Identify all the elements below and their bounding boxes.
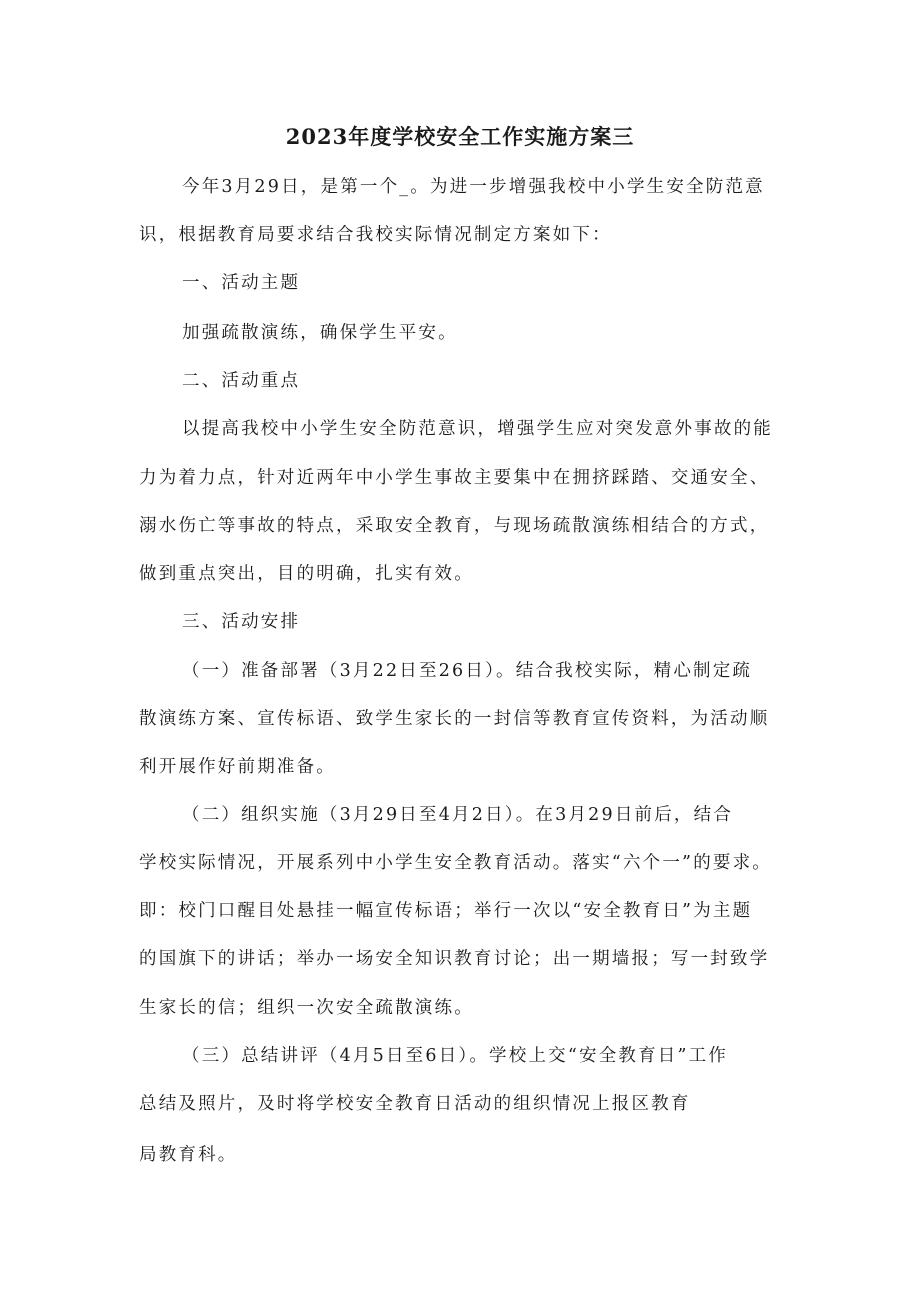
paragraph-intro-line-2: 识，根据教育局要求结合我校实际情况制定方案如下：: [139, 225, 612, 245]
section-heading-focus: 二、活动重点: [182, 371, 301, 391]
paragraph-intro-line-1: 今年3月29日，是第一个_。为进一步增强我校中小学生安全防范意: [182, 177, 765, 197]
paragraph-step2-line-4: 的国旗下的讲话；举办一场安全知识教育讨论；出一期墙报；写一封致学: [139, 949, 770, 969]
paragraph-focus-line-3: 溺水伤亡等事故的特点，采取安全教育，与现场疏散演练相结合的方式，: [139, 516, 770, 536]
document-title: 2023年度学校安全工作实施方案三: [285, 124, 635, 149]
paragraph-step1-line-1: （一）准备部署（3月22日至26日）。结合我校实际，精心制定疏: [182, 661, 753, 681]
paragraph-theme: 加强疏散演练，确保学生平安。: [182, 323, 458, 343]
paragraph-focus-line-2: 力为着力点，针对近两年中小学生事故主要集中在拥挤踩踏、交通安全、: [139, 468, 770, 488]
paragraph-step3-line-2: 总结及照片，及时将学校安全教育日活动的组织情况上报区教育: [139, 1094, 691, 1114]
paragraph-step3-line-1: （三）总结讲评（4月5日至6日）。学校上交“安全教育日”工作: [182, 1046, 729, 1066]
paragraph-step2-line-1: （二）组织实施（3月29日至4月2日）。在3月29日前后，结合: [182, 805, 734, 825]
paragraph-step2-line-5: 生家长的信；组织一次安全疏散演练。: [139, 998, 474, 1018]
paragraph-step2-line-2: 学校实际情况，开展系列中小学生安全教育活动。落实“六个一”的要求。: [139, 853, 772, 873]
paragraph-step3-line-3: 局教育科。: [139, 1145, 238, 1165]
paragraph-focus-line-1: 以提高我校中小学生安全防范意识，增强学生应对突发意外事故的能: [182, 419, 773, 439]
paragraph-focus-line-4: 做到重点突出，目的明确，扎实有效。: [139, 564, 474, 584]
paragraph-step2-line-3: 即：校门口醒目处悬挂一幅宣传标语；举行一次以“安全教育日”为主题: [139, 901, 753, 921]
paragraph-step1-line-3: 利开展作好前期准备。: [139, 757, 336, 777]
paragraph-step1-line-2: 散演练方案、宣传标语、致学生家长的一封信等教育宣传资料，为活动顺: [139, 709, 770, 729]
section-heading-arrangement: 三、活动安排: [182, 612, 301, 632]
section-heading-theme: 一、活动主题: [182, 273, 301, 293]
